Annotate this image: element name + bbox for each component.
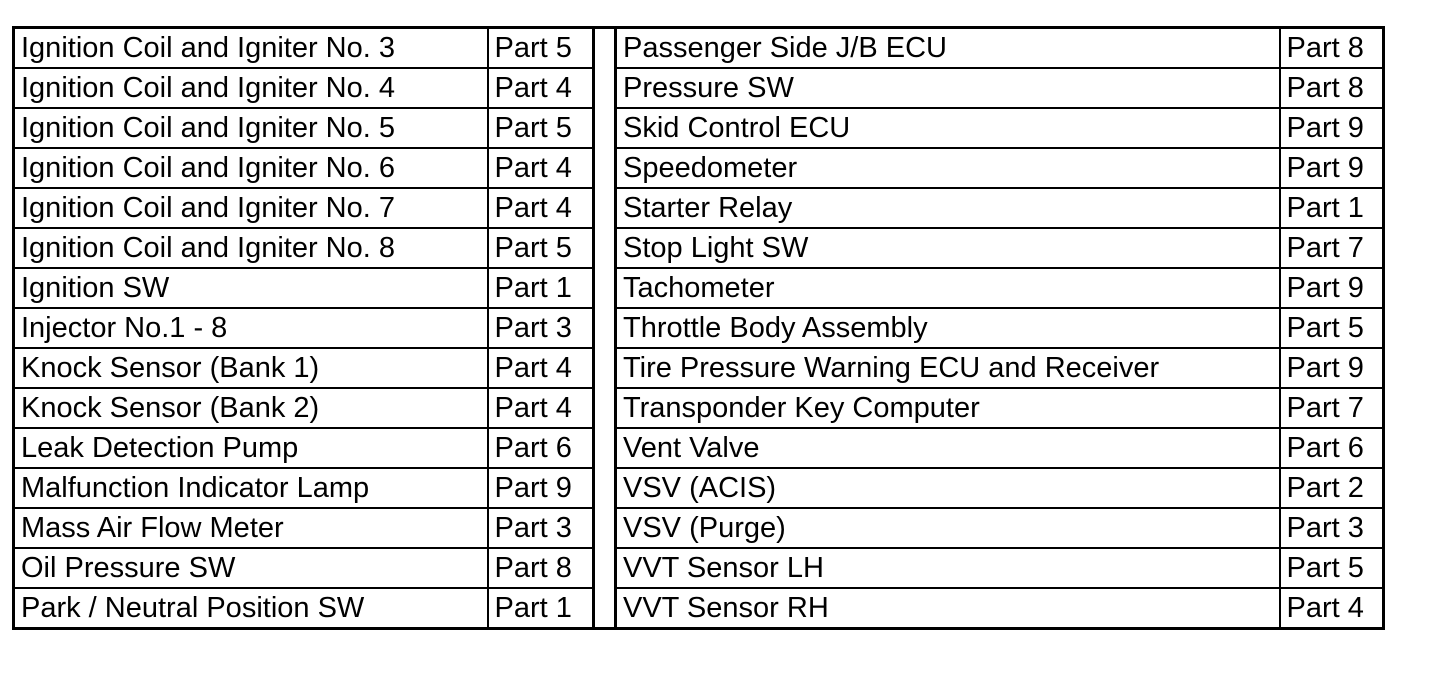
- table-row: [14, 468, 1384, 508]
- part-number-left: Part 1: [488, 588, 594, 629]
- part-number-right: Part 7: [1280, 388, 1384, 428]
- component-name-left: Injector No.1 - 8: [14, 308, 488, 348]
- table-row: [14, 548, 1384, 588]
- part-number-left: Part 6: [488, 428, 594, 468]
- part-number-right: Part 1: [1280, 188, 1384, 228]
- column-gap: [594, 228, 616, 268]
- column-gap: [594, 308, 616, 348]
- part-number-left: Part 4: [488, 348, 594, 388]
- component-name-left: Ignition SW: [14, 268, 488, 308]
- component-name-left: Knock Sensor (Bank 2): [14, 388, 488, 428]
- part-number-left: Part 4: [488, 188, 594, 228]
- component-name-left: Ignition Coil and Igniter No. 3: [14, 28, 488, 69]
- component-name-right: VVT Sensor LH: [616, 548, 1280, 588]
- column-gap: [594, 588, 616, 629]
- column-gap: [594, 108, 616, 148]
- component-name-right: Passenger Side J/B ECU: [616, 28, 1280, 69]
- part-number-right: Part 9: [1280, 348, 1384, 388]
- part-number-left: Part 4: [488, 148, 594, 188]
- component-name-left: Ignition Coil and Igniter No. 4: [14, 68, 488, 108]
- component-name-left: Mass Air Flow Meter: [14, 508, 488, 548]
- part-number-left: Part 5: [488, 108, 594, 148]
- table-row: [14, 108, 1384, 148]
- component-name-left: Ignition Coil and Igniter No. 6: [14, 148, 488, 188]
- table-row: [14, 588, 1384, 629]
- component-name-right: Skid Control ECU: [616, 108, 1280, 148]
- component-name-right: Tachometer: [616, 268, 1280, 308]
- component-name-left: Oil Pressure SW: [14, 548, 488, 588]
- part-number-left: Part 3: [488, 308, 594, 348]
- part-number-right: Part 5: [1280, 548, 1384, 588]
- table-row: [14, 348, 1384, 388]
- component-name-right: VVT Sensor RH: [616, 588, 1280, 629]
- part-number-right: Part 4: [1280, 588, 1384, 629]
- component-name-right: Tire Pressure Warning ECU and Receiver: [616, 348, 1280, 388]
- part-number-left: Part 8: [488, 548, 594, 588]
- component-name-left: Ignition Coil and Igniter No. 7: [14, 188, 488, 228]
- part-number-left: Part 5: [488, 28, 594, 69]
- component-name-right: Pressure SW: [616, 68, 1280, 108]
- part-number-left: Part 5: [488, 228, 594, 268]
- part-number-right: Part 2: [1280, 468, 1384, 508]
- part-number-left: Part 4: [488, 68, 594, 108]
- part-number-left: Part 9: [488, 468, 594, 508]
- table-row: [14, 188, 1384, 228]
- column-gap: [594, 348, 616, 388]
- component-name-left: Leak Detection Pump: [14, 428, 488, 468]
- part-number-right: Part 7: [1280, 228, 1384, 268]
- column-gap: [594, 508, 616, 548]
- part-number-right: Part 5: [1280, 308, 1384, 348]
- part-number-left: Part 4: [488, 388, 594, 428]
- component-name-right: Transponder Key Computer: [616, 388, 1280, 428]
- column-gap: [594, 548, 616, 588]
- column-gap: [594, 388, 616, 428]
- component-name-left: Park / Neutral Position SW: [14, 588, 488, 629]
- part-number-left: Part 3: [488, 508, 594, 548]
- column-gap: [594, 468, 616, 508]
- part-number-right: Part 3: [1280, 508, 1384, 548]
- component-name-left: Knock Sensor (Bank 1): [14, 348, 488, 388]
- column-gap: [594, 188, 616, 228]
- part-number-right: Part 8: [1280, 28, 1384, 69]
- part-number-left: Part 1: [488, 268, 594, 308]
- component-name-right: Starter Relay: [616, 188, 1280, 228]
- column-gap: [594, 268, 616, 308]
- table-row: [14, 508, 1384, 548]
- component-name-left: Ignition Coil and Igniter No. 5: [14, 108, 488, 148]
- component-name-right: VSV (Purge): [616, 508, 1280, 548]
- component-name-right: Stop Light SW: [616, 228, 1280, 268]
- part-number-right: Part 9: [1280, 148, 1384, 188]
- column-gap: [594, 28, 616, 69]
- component-name-right: Vent Valve: [616, 428, 1280, 468]
- table-row: [14, 268, 1384, 308]
- component-name-left: Ignition Coil and Igniter No. 8: [14, 228, 488, 268]
- component-name-right: Throttle Body Assembly: [616, 308, 1280, 348]
- part-number-right: Part 8: [1280, 68, 1384, 108]
- table-row: [14, 308, 1384, 348]
- part-number-right: Part 6: [1280, 428, 1384, 468]
- column-gap: [594, 68, 616, 108]
- column-gap: [594, 148, 616, 188]
- table-row: [14, 228, 1384, 268]
- table-row: [14, 388, 1384, 428]
- table-row: [14, 28, 1384, 69]
- component-index-table: [12, 26, 1385, 630]
- column-gap: [594, 428, 616, 468]
- table-row: [14, 428, 1384, 468]
- component-name-left: Malfunction Indicator Lamp: [14, 468, 488, 508]
- component-name-right: Speedometer: [616, 148, 1280, 188]
- component-index-body: [14, 28, 1384, 629]
- component-name-right: VSV (ACIS): [616, 468, 1280, 508]
- table-row: [14, 148, 1384, 188]
- part-number-right: Part 9: [1280, 108, 1384, 148]
- part-number-right: Part 9: [1280, 268, 1384, 308]
- table-row: [14, 68, 1384, 108]
